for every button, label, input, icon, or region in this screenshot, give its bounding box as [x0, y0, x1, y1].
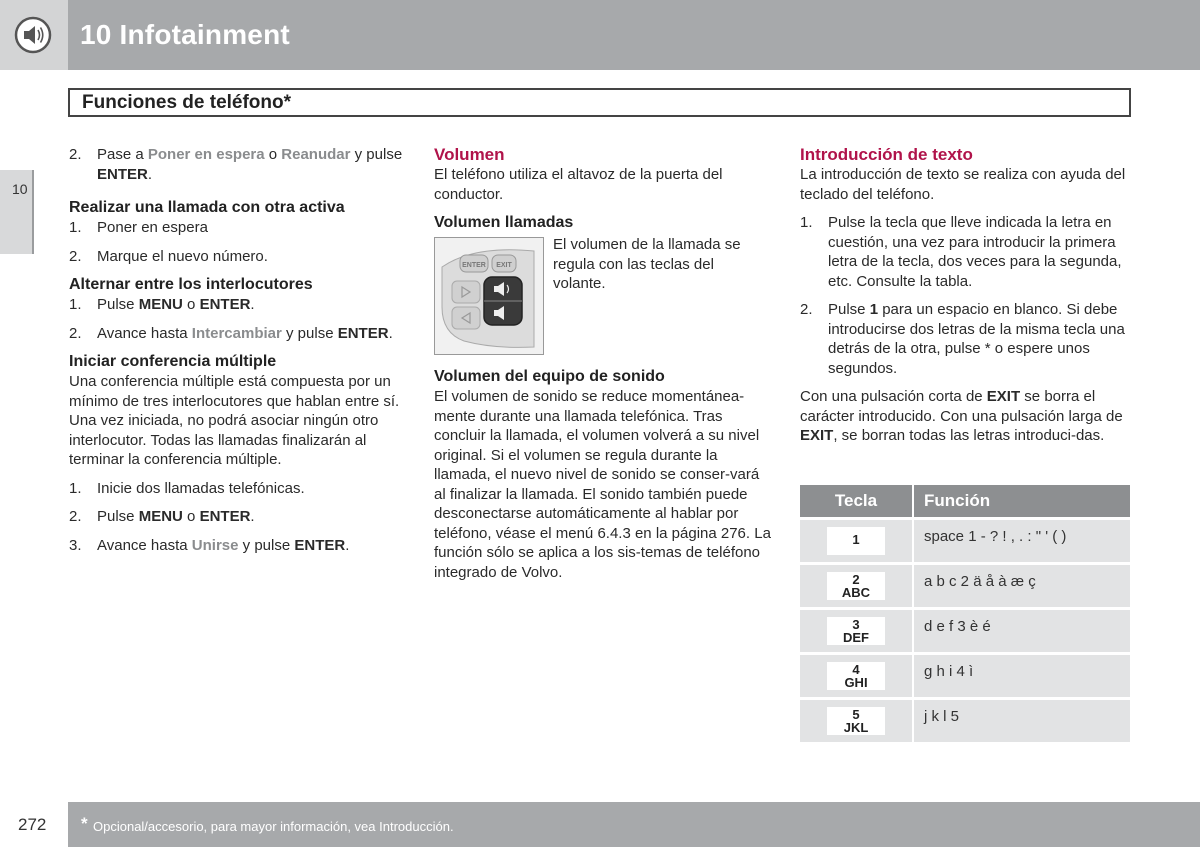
list-number: 2. — [69, 508, 82, 525]
key-name: EXIT — [986, 388, 1021, 405]
list-text: Marque el nuevo número. — [97, 247, 268, 265]
table-row — [800, 565, 1130, 607]
text: . — [345, 536, 350, 554]
text: . — [250, 508, 255, 525]
footnote-star: * — [81, 814, 88, 833]
list-item — [69, 507, 404, 527]
text: y pulse — [350, 146, 403, 163]
key-cell — [800, 655, 914, 697]
key-name: ENTER — [199, 296, 251, 313]
list-item — [69, 218, 404, 238]
volumen-llamadas-paragraph: El volumen de la llamada se regula con las teclas del volante. — [553, 236, 741, 292]
text: Pulse — [828, 301, 870, 318]
text: se borra el carácter introducido. Con una pulsación larga de — [800, 388, 1123, 425]
list-item — [69, 536, 404, 556]
table-header-tecla: Tecla — [800, 485, 914, 517]
table-row — [800, 655, 1130, 697]
list-number: 2. — [800, 301, 813, 318]
key-name: ENTER — [294, 536, 346, 554]
heading-volumen: Volumen — [434, 145, 505, 164]
text: Pulse — [97, 296, 139, 313]
list-item — [800, 213, 1135, 291]
volumen-equipo-paragraph: El volumen de sonido se reduce momentánea-mente durante una llamada telefónica. Tras concluir la llamada, el volumen volverá a su nivel original. Si el volumen se regula durante la llamada, el nuevo nivel de sonido se conser-vará al finalizar la llamada. El sonido también puede desconectarse automáticamente al hablar por teléfono, véase el menú 6.4.3 en la página 276. La función sólo se aplica a los sis-temas de teléfono integrado de Volvo. — [434, 388, 771, 581]
table-row — [800, 520, 1130, 562]
page-number: 272 — [18, 815, 47, 834]
list-number: 1. — [69, 479, 82, 497]
text: Con una pulsación corta de — [800, 388, 987, 405]
key-number: 5 — [852, 706, 860, 722]
key-number: 3 — [852, 616, 860, 632]
key-name: EXIT — [800, 427, 834, 444]
table-header-funcion: Función — [914, 485, 1130, 517]
key-letters: DEF — [843, 629, 869, 645]
list-item — [69, 479, 404, 499]
menu-option-text: Poner en espera — [147, 146, 265, 163]
texto-intro-paragraph: La introducción de texto se realiza con ayuda del teclado del teléfono. — [800, 166, 1126, 203]
conferencia-paragraph: Una conferencia múltiple está compuesta por un mínimo de tres interlocutores que hablan entre sí. Una vez iniciada, no podrá asociar ningún otro interlocutor. Todas las llamadas finalizarán al terminar la conferencia múltiple. — [69, 373, 400, 468]
menu-option-text: Unirse — [191, 536, 239, 554]
text: o — [182, 296, 200, 313]
subheading-conferencia: Iniciar conferencia múltiple — [69, 353, 277, 370]
text: . — [250, 296, 255, 313]
key-letters: JKL — [843, 719, 869, 735]
text: o — [264, 146, 282, 163]
text: y pulse — [281, 324, 338, 342]
enter-key-label: ENTER — [462, 262, 486, 269]
keypad-key-1 — [827, 527, 885, 555]
list-item — [69, 295, 404, 315]
section-title: Funciones de teléfono* — [82, 92, 292, 113]
key-name: 1 — [869, 301, 879, 318]
key-cell — [800, 610, 914, 652]
text: . — [147, 165, 153, 183]
list-item — [69, 324, 404, 344]
text: Avance hasta — [97, 324, 192, 342]
text: y pulse — [238, 536, 295, 554]
chapter-icon-box — [0, 0, 68, 70]
menu-option-text: Intercambiar — [191, 324, 282, 342]
text: . — [388, 324, 393, 342]
text: Avance hasta — [97, 536, 192, 554]
key-cell — [800, 565, 914, 607]
keypad-key-4 — [827, 662, 885, 690]
key-name: ENTER — [337, 324, 389, 342]
keypad-key-5 — [827, 707, 885, 735]
table-header-row — [800, 485, 1130, 517]
exit-paragraph — [800, 387, 1135, 446]
column-right — [800, 145, 1135, 455]
list-item — [69, 247, 404, 267]
table-row — [800, 700, 1130, 742]
column-left — [69, 145, 404, 564]
text: , se borran todas las letras introduci-das. — [833, 427, 1105, 444]
list-item — [69, 145, 404, 184]
key-letters: ABC — [841, 584, 871, 600]
list-item — [800, 300, 1135, 378]
key-cell — [800, 520, 914, 562]
list-number: 2. — [69, 324, 82, 342]
key-letters: GHI — [844, 674, 868, 690]
heading-introduccion-texto: Introducción de texto — [800, 145, 973, 164]
key-name: ENTER — [199, 508, 251, 525]
text: o — [182, 508, 200, 525]
key-name: MENU — [138, 508, 183, 525]
side-tab-number: 10 — [12, 181, 28, 197]
function-cell: space 1 - ? ! , . : " ' ( ) — [914, 520, 1130, 562]
subheading-llamada: Realizar una llamada con otra activa — [69, 199, 345, 216]
text: Pase a — [97, 146, 148, 163]
exit-key-label: EXIT — [496, 262, 512, 269]
subheading-alternar: Alternar entre los interlocutores — [69, 276, 313, 293]
function-cell: d e f 3 è é — [914, 610, 1130, 652]
key-number: 2 — [852, 571, 860, 587]
text: para un espacio en blanco. Si debe introducirse dos letras de la misma tecla una detrás de la otra, pulse * o espere unos segundos. — [828, 301, 1125, 377]
column-middle — [434, 145, 774, 591]
text: Pulse — [97, 508, 139, 525]
speaker-icon — [14, 16, 52, 54]
function-cell: a b c 2 ä å à æ ç — [914, 565, 1130, 607]
key-name: MENU — [138, 296, 183, 313]
list-number: 1. — [69, 296, 82, 313]
table-row — [800, 610, 1130, 652]
volumen-paragraph: El teléfono utiliza el altavoz de la puerta del conductor. — [434, 166, 723, 203]
key-cell — [800, 700, 914, 742]
keypad-key-2 — [827, 572, 885, 600]
footnote-text: Opcional/accesorio, para mayor información, vea Introducción. — [93, 819, 454, 834]
list-text: Poner en espera — [97, 219, 208, 236]
menu-option-text: Reanudar — [281, 146, 351, 163]
list-number: 1. — [800, 214, 813, 231]
subheading-volumen-llamadas: Volumen llamadas — [434, 214, 574, 231]
subheading-volumen-equipo: Volumen del equipo de sonido — [434, 368, 665, 385]
list-text: Inicie dos llamadas telefónicas. — [97, 479, 305, 497]
steering-wheel-buttons-image — [434, 237, 544, 355]
function-cell: j k l 5 — [914, 700, 1130, 742]
key-function-table — [800, 482, 1130, 745]
list-number: 2. — [69, 247, 82, 265]
key-number: 1 — [852, 532, 860, 547]
key-number: 4 — [852, 661, 860, 677]
function-cell: g h i 4 ì — [914, 655, 1130, 697]
list-number: 3. — [69, 536, 82, 554]
list-text: Pulse la tecla que lleve indicada la letra en cuestión, una vez para introducir la primera letra de la tecla, dos veces para la segunda, etc. Consulte la tabla. — [828, 214, 1122, 290]
volume-image-block — [434, 235, 774, 367]
chapter-title: 10 Infotainment — [80, 19, 290, 50]
key-name: ENTER — [97, 165, 148, 183]
list-number: 1. — [69, 219, 82, 236]
keypad-key-3 — [827, 617, 885, 645]
list-number: 2. — [69, 146, 82, 163]
